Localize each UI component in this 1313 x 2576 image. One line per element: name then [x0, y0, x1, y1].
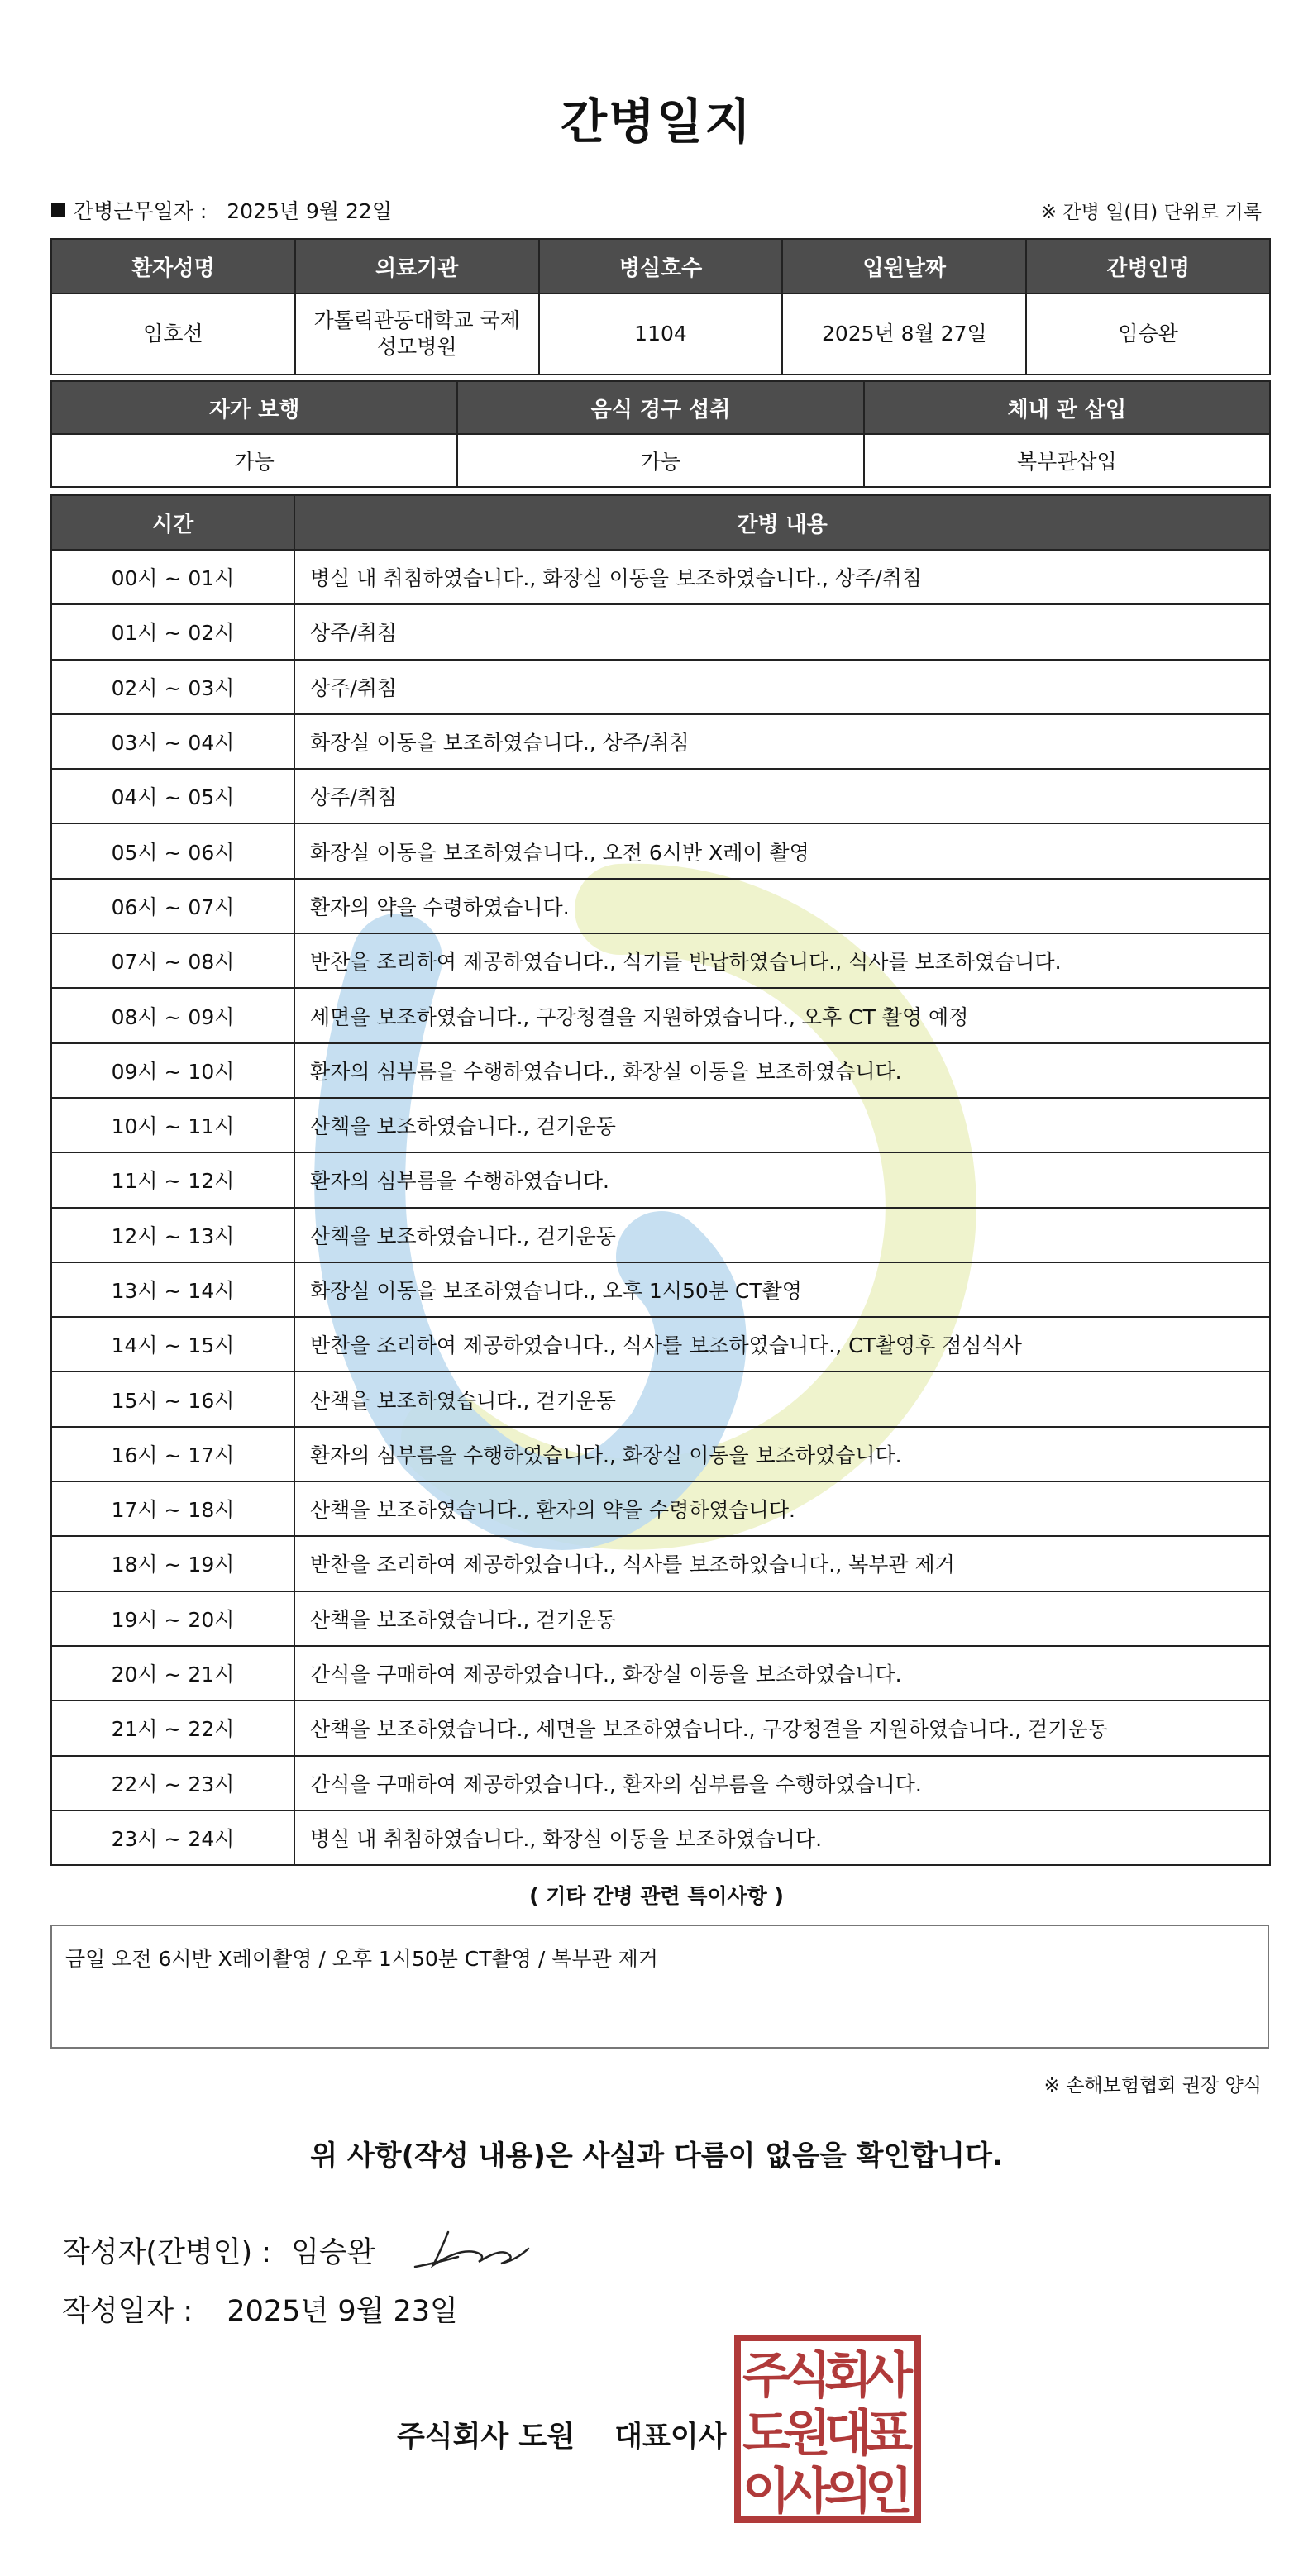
time-cell: 03시 ~ 04시: [51, 714, 294, 769]
document-title: 간병일지: [560, 93, 753, 150]
date-line: [62, 2288, 458, 2330]
svg-text:표: 표: [865, 2405, 913, 2463]
svg-text:식: 식: [783, 2347, 831, 2405]
time-cell: 20시 ~ 21시: [51, 1646, 294, 1701]
header-institution: 의료기관: [295, 239, 539, 293]
representative-label: 대표이사: [614, 2421, 727, 2454]
header-patient-name: 환자성명: [51, 239, 295, 293]
patient-info-header-row: [51, 239, 1270, 293]
time-cell: 21시 ~ 22시: [51, 1701, 294, 1755]
time-cell: 08시 ~ 09시: [51, 988, 294, 1042]
status-header-row: [51, 381, 1270, 434]
caregiver-name: 임승완: [1026, 293, 1270, 374]
time-cell: 04시 ~ 05시: [51, 769, 294, 823]
header-time: 시간: [51, 495, 294, 550]
svg-text:대: 대: [824, 2405, 872, 2463]
content-cell: 간식을 구매하여 제공하였습니다., 환자의 심부름을 수행하였습니다.: [294, 1756, 1270, 1810]
table-row: [51, 1262, 1270, 1317]
bullet-square-icon: [51, 203, 65, 217]
header-self-walking: 자가 보행: [51, 381, 457, 434]
content-cell: 병실 내 취침하였습니다., 화장실 이동을 보조하였습니다.: [294, 1810, 1270, 1865]
table-row: [51, 1756, 1270, 1810]
company-seal: [734, 2335, 921, 2523]
time-cell: 13시 ~ 14시: [51, 1262, 294, 1317]
table-row: [51, 1701, 1270, 1755]
content-cell: 상주/취침: [294, 769, 1270, 823]
time-cell: 17시 ~ 18시: [51, 1481, 294, 1536]
table-row: [51, 1427, 1270, 1481]
table-row: [51, 879, 1270, 933]
table-row: [51, 823, 1270, 878]
time-cell: 01시 ~ 02시: [51, 604, 294, 659]
table-row: [51, 550, 1270, 604]
time-cell: 15시 ~ 16시: [51, 1371, 294, 1426]
author-line: [62, 2224, 532, 2277]
time-cell: 12시 ~ 13시: [51, 1208, 294, 1262]
content-cell: 상주/취침: [294, 604, 1270, 659]
date-value: 2025년 9월 23일: [227, 2295, 458, 2328]
signature: [408, 2224, 532, 2277]
table-row: [51, 1481, 1270, 1536]
content-cell: 화장실 이동을 보조하였습니다., 상주/취침: [294, 714, 1270, 769]
header-tube-insertion: 체내 관 삽입: [864, 381, 1270, 434]
content-cell: 환자의 심부름을 수행하였습니다., 화장실 이동을 보조하였습니다.: [294, 1427, 1270, 1481]
table-row: [51, 1317, 1270, 1371]
svg-text:의: 의: [824, 2463, 872, 2521]
svg-text:사: 사: [783, 2463, 831, 2521]
work-date-value: 2025년 9월 22일: [227, 199, 392, 223]
table-row: [51, 988, 1270, 1042]
table-row: [51, 1098, 1270, 1152]
time-cell: 02시 ~ 03시: [51, 660, 294, 714]
company-name: 주식회사 도원: [397, 2421, 575, 2454]
self-walking-value: 가능: [51, 434, 457, 487]
table-row: [51, 714, 1270, 769]
table-row: [51, 769, 1270, 823]
header-room-number: 병실호수: [539, 239, 783, 293]
time-cell: 16시 ~ 17시: [51, 1427, 294, 1481]
patient-status-table: [50, 380, 1271, 488]
patient-name: 임호선: [51, 293, 295, 374]
table-row: [51, 1152, 1270, 1207]
room-number: 1104: [539, 293, 783, 374]
date-label: 작성일자 :: [62, 2295, 193, 2328]
time-cell: 09시 ~ 10시: [51, 1043, 294, 1098]
content-cell: 산책을 보조하였습니다., 환자의 약을 수령하였습니다.: [294, 1481, 1270, 1536]
content-cell: 산책을 보조하였습니다., 걷기운동: [294, 1371, 1270, 1426]
time-cell: 00시 ~ 01시: [51, 550, 294, 604]
header-oral-intake: 음식 경구 섭취: [457, 381, 863, 434]
content-cell: 반찬을 조리하여 제공하였습니다., 식사를 보조하였습니다., CT촬영후 점심식사: [294, 1317, 1270, 1371]
record-unit-note: ※ 간병 일(日) 단위로 기록: [1040, 202, 1262, 223]
content-cell: 산책을 보조하였습니다., 걷기운동: [294, 1098, 1270, 1152]
time-cell: 19시 ~ 20시: [51, 1591, 294, 1646]
svg-text:사: 사: [865, 2347, 913, 2405]
content-cell: 세면을 보조하였습니다., 구강청결을 지원하였습니다., 오후 CT 촬영 예정: [294, 988, 1270, 1042]
content-cell: 환자의 심부름을 수행하였습니다.: [294, 1152, 1270, 1207]
form-note: ※ 손해보험협회 권장 양식: [1043, 2075, 1262, 2097]
content-cell: 반찬을 조리하여 제공하였습니다., 식기를 반납하였습니다., 식사를 보조하였습니다.: [294, 933, 1270, 988]
content-cell: 산책을 보조하였습니다., 걷기운동: [294, 1208, 1270, 1262]
care-log-header-row: [51, 495, 1270, 550]
work-date: [51, 195, 392, 225]
tube-insertion-value: 복부관삽입: [864, 434, 1270, 487]
svg-text:주: 주: [742, 2347, 790, 2405]
table-row: [51, 604, 1270, 659]
header-caregiver-name: 간병인명: [1026, 239, 1270, 293]
institution-name: 가톨릭관동대학교 국제성모병원: [295, 293, 539, 374]
table-row: [51, 1591, 1270, 1646]
status-value-row: [51, 434, 1270, 487]
time-cell: 22시 ~ 23시: [51, 1756, 294, 1810]
svg-text:회: 회: [824, 2347, 872, 2405]
table-row: [51, 1536, 1270, 1591]
patient-info-value-row: [51, 293, 1270, 374]
header-admission-date: 입원날짜: [782, 239, 1026, 293]
company-line: [397, 2414, 726, 2455]
time-cell: 10시 ~ 11시: [51, 1098, 294, 1152]
content-cell: 간식을 구매하여 제공하였습니다., 화장실 이동을 보조하였습니다.: [294, 1646, 1270, 1701]
time-cell: 18시 ~ 19시: [51, 1536, 294, 1591]
header-care-content: 간병 내용: [294, 495, 1270, 550]
content-cell: 병실 내 취침하였습니다., 화장실 이동을 보조하였습니다., 상주/취침: [294, 550, 1270, 604]
time-cell: 23시 ~ 24시: [51, 1810, 294, 1865]
patient-info-table: [50, 238, 1271, 375]
time-cell: 07시 ~ 08시: [51, 933, 294, 988]
content-cell: 산책을 보조하였습니다., 세면을 보조하였습니다., 구강청결을 지원하였습니다., 걷기운동: [294, 1701, 1270, 1755]
svg-text:인: 인: [865, 2463, 913, 2521]
content-cell: 환자의 약을 수령하였습니다.: [294, 879, 1270, 933]
content-cell: 산책을 보조하였습니다., 걷기운동: [294, 1591, 1270, 1646]
notes-box: [50, 1925, 1269, 2049]
time-cell: 06시 ~ 07시: [51, 879, 294, 933]
care-log-table: [50, 494, 1271, 1866]
notes-title: ( 기타 간병 관련 특이사항 ): [529, 1884, 784, 1908]
time-cell: 14시 ~ 15시: [51, 1317, 294, 1371]
author-label: 작성자(간병인) :: [62, 2236, 272, 2269]
table-row: [51, 1810, 1270, 1865]
time-cell: 05시 ~ 06시: [51, 823, 294, 878]
content-cell: 화장실 이동을 보조하였습니다., 오전 6시반 X레이 촬영: [294, 823, 1270, 878]
svg-text:도: 도: [742, 2405, 790, 2463]
svg-text:원: 원: [783, 2405, 831, 2463]
notes-text: 금일 오전 6시반 X레이촬영 / 오후 1시50분 CT촬영 / 복부관 제거: [65, 1947, 658, 1971]
work-date-label: 간병근무일자 :: [74, 199, 208, 223]
table-row: [51, 933, 1270, 988]
time-cell: 11시 ~ 12시: [51, 1152, 294, 1207]
table-row: [51, 1646, 1270, 1701]
content-cell: 화장실 이동을 보조하였습니다., 오후 1시50분 CT촬영: [294, 1262, 1270, 1317]
content-cell: 환자의 심부름을 수행하였습니다., 화장실 이동을 보조하였습니다.: [294, 1043, 1270, 1098]
content-cell: 반찬을 조리하여 제공하였습니다., 식사를 보조하였습니다., 복부관 제거: [294, 1536, 1270, 1591]
author-name: 임승완: [291, 2236, 375, 2269]
svg-text:이: 이: [742, 2463, 790, 2521]
table-row: [51, 1208, 1270, 1262]
table-row: [51, 660, 1270, 714]
admission-date: 2025년 8월 27일: [782, 293, 1026, 374]
table-row: [51, 1043, 1270, 1098]
table-row: [51, 1371, 1270, 1426]
confirmation-text: 위 사항(작성 내용)은 사실과 다름이 없음을 확인합니다.: [310, 2140, 1003, 2173]
content-cell: 상주/취침: [294, 660, 1270, 714]
oral-intake-value: 가능: [457, 434, 863, 487]
